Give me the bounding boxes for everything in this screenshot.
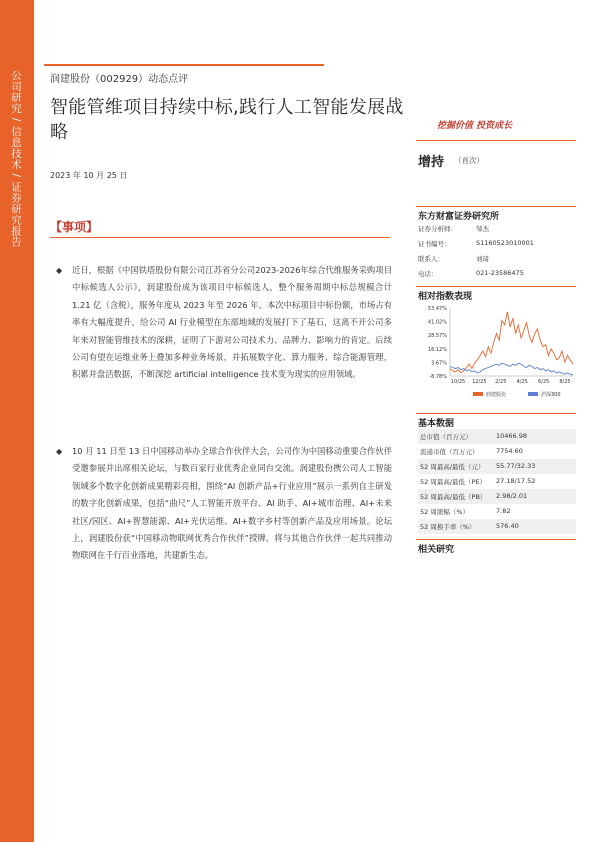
key-data-row xyxy=(418,429,576,444)
key-data-value: 7754.60 xyxy=(496,447,523,455)
rating-sub: （首次） xyxy=(454,156,484,165)
legend-swatch xyxy=(473,392,483,396)
x-tick-label: 2/25 xyxy=(495,379,507,385)
sidebar-category: 公司研究 / 信息技术 / 证券研究报告 xyxy=(10,70,22,248)
key-data-value: 55.77/32.33 xyxy=(496,462,536,470)
analyst-value: 刘琦 xyxy=(476,255,489,263)
key-data-label: 总市值（百万元） xyxy=(420,433,472,441)
perf-title: 相对指数表现 xyxy=(418,292,473,302)
key-data-row xyxy=(418,504,576,519)
key-data-rule xyxy=(416,413,576,414)
chart-svg xyxy=(418,300,578,410)
institute-name: 东方财富证券研究所 xyxy=(418,212,500,222)
relative-performance-chart xyxy=(418,300,578,410)
y-tick-label: 53.47% xyxy=(427,306,447,312)
sidebar-band xyxy=(0,0,34,842)
event-tag: 【事项】 xyxy=(50,220,99,234)
key-data-value: 27.18/17.52 xyxy=(496,477,536,485)
x-tick-label: 6/25 xyxy=(537,379,550,385)
key-data-label: 52 周最高/最低（PB） xyxy=(420,493,487,501)
analyst-row xyxy=(418,224,489,233)
analyst-value: 021-23586475 xyxy=(476,269,524,277)
y-tick-label: -8.78% xyxy=(429,374,447,380)
key-data-value: 576.40 xyxy=(496,522,519,530)
key-data-value: 10466.98 xyxy=(496,432,528,440)
key-data-value: 7.82 xyxy=(496,507,511,515)
y-tick-label: 16.12% xyxy=(427,346,447,353)
key-data-row xyxy=(418,474,576,489)
event-rule xyxy=(50,237,390,238)
header-rule xyxy=(44,64,324,66)
bullet-2: ◆ xyxy=(56,447,63,456)
tagline: 挖掘价值 投资成长 xyxy=(437,121,513,131)
key-data-row xyxy=(418,489,576,504)
key-data-label: 52 周涨幅（%） xyxy=(420,508,470,516)
analyst-row xyxy=(418,239,534,248)
y-tick-label: 41.02% xyxy=(427,319,447,326)
report-type: 润建股份（002929）动态点评 xyxy=(50,74,189,85)
report-date: 2023 年 10 月 25 日 xyxy=(50,171,128,180)
analyst-row xyxy=(418,269,524,278)
x-tick-label: 4/25 xyxy=(516,379,528,385)
y-tick-label: 3.67% xyxy=(431,360,447,367)
rating-rule xyxy=(416,140,576,141)
key-data-label: 52 周换手率（%） xyxy=(420,523,476,531)
x-tick-label: 10/25 xyxy=(450,379,466,385)
legend-label: 润建股份 xyxy=(486,392,507,398)
key-data-row xyxy=(418,444,576,459)
x-tick-label: 12/25 xyxy=(472,379,487,385)
key-data-label: 52 周最高/最低（元） xyxy=(420,463,485,471)
related-title: 相关研究 xyxy=(418,545,455,555)
analyst-key: 联系人： xyxy=(418,255,444,263)
related-rule xyxy=(416,539,576,540)
key-data-value: 2.98/2.01 xyxy=(496,492,528,500)
key-data-title: 基本数据 xyxy=(418,419,455,429)
key-data-label: 流通市值（百万元） xyxy=(420,448,479,456)
event-paragraph-1: 近日，根据《中国铁塔股份有限公司江苏省分公司2023-2026年综合代维服务采购项目中标候选人公示》，润建股份成为该项目中标候选人，整个服务周期中标总规模合计 1.21 亿（含税），服务年度从 2023 年至 2026 年。本次中标项目中标份额，市场占有率有大幅度提升，给公司 AI 行业模型在东部地域的发展打下了基石，这离不开公司多年来对智能管维技术的深耕，证明了下游对公司技术力、品牌力、影响力的肯定。后续公司有望在运维业务上叠加多种业务场景，并拓展数字化、算力服务、综合能源管理，积累并盘活数据，不断深挖 artificial intelligence 技术变为现实的应用领域。 xyxy=(72,265,392,380)
institute-rule xyxy=(416,206,576,207)
analyst-key: 电话： xyxy=(418,270,438,278)
x-tick-label: 8/25 xyxy=(559,379,571,385)
key-data-row xyxy=(418,519,576,534)
analyst-key: 证书编号： xyxy=(418,240,451,248)
analyst-key: 证券分析师： xyxy=(418,225,457,233)
bullet-1: ◆ xyxy=(56,266,63,275)
key-data-row xyxy=(418,459,576,474)
y-tick-label: 28.57% xyxy=(427,333,447,340)
perf-rule xyxy=(416,286,576,287)
rating: 增持 xyxy=(418,155,445,170)
legend-swatch xyxy=(528,392,538,396)
page-title: 智能管维项目持续中标,践行人工智能发展战略 xyxy=(50,97,404,143)
analyst-value: 邹杰 xyxy=(476,225,489,233)
analyst-value: S1160523010001 xyxy=(476,239,534,247)
event-paragraph-2: 10 月 11 日至 13 日中国移动举办全球合作伙伴大会，公司作为中国移动重要合作伙伴受邀参展并出席相关论坛，与数百家行业优秀企业同台交流。润建股份携公司人工智能领域多个数字化创新成果精彩亮相，围绕“AI 创新产品+行业应用”展示一系列自主研发的数字化创新成果，包括“曲尺”人工智能开放平台、AI 助手、AI+城市治理、AI+未来社区/园区、AI+智慧能源、AI+光伏运维、AI+数字乡村等创新产品及应用场景。论坛上，润建股份获“中国移动物联网优秀合作伙伴”授牌，将与其他合作伙伴一起共同推动物联网在千行百业落地，共建新生态。 xyxy=(72,446,392,561)
key-data-label: 52 周最高/最低（PE） xyxy=(420,478,487,486)
analyst-row xyxy=(418,254,489,263)
legend-label: 沪深300 xyxy=(541,392,561,398)
series-line xyxy=(450,312,573,373)
